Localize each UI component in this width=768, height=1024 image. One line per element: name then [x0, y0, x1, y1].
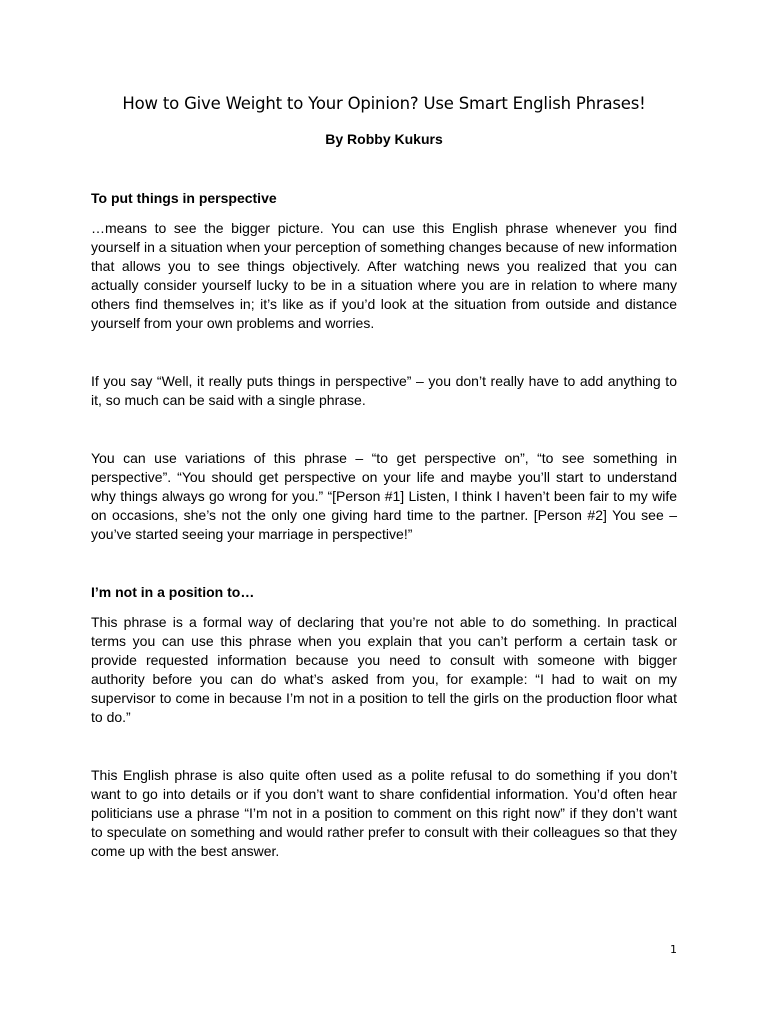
paragraph: This English phrase is also quite often used as a polite refusal to do something if you don’t want to go into details or if you don’t want to share confidential information. You’d often hear politicians use a phrase “I’m not in a position to comment on this right now” if they don’t want to speculate on something and would rather prefer to consult with their colleagues so that they come up with the best answer. — [91, 767, 677, 859]
paragraph: This phrase is a formal way of declaring that you’re not able to do something. In practical terms you can use this phrase when you explain that you can’t perform a certain task or provide requested information because you need to consult with someone with bigger authority before you can do what’s asked from you, for example: “I had to wait on my supervisor to come in because I’m not in a position to tell the girls on the production floor what to do.” — [91, 614, 677, 725]
section-heading: I’m not in a position to… — [91, 584, 255, 600]
paragraph: …means to see the bigger picture. You can use this English phrase whenever you find yourself in a situation when your perception of something changes because of new information that allows you to see things objectively. After watching news you realized that you can actually consider yourself lucky to be in a situation where you are in relation to where many others find themselves in; it’s like as if you’d look at the situation from outside and distance yourself from your own problems and worries. — [91, 220, 677, 331]
document-title: How to Give Weight to Your Opinion? Use Smart English Phrases! — [122, 94, 646, 113]
section-heading: To put things in perspective — [91, 190, 277, 206]
paragraph: If you say “Well, it really puts things in perspective” – you don’t really have to add anything to it, so much can be said with a single phrase. — [91, 373, 677, 408]
section-not-in-a-position — [91, 583, 677, 861]
section-put-things-in-perspective — [91, 189, 677, 544]
document-body — [91, 189, 677, 861]
paragraph: You can use variations of this phrase – “to get perspective on”, “to see something in perspective”. “You should get perspective on your life and maybe you’ll start to understand why things always go wrong for you.” “[Person #1] Listen, I think I haven’t been fair to my wife on occasions, she’s not the only one giving hard time to the partner. [Person #2] You see – you’ve started seeing your marriage in perspective!” — [91, 450, 677, 542]
author-byline: By Robby Kukurs — [325, 131, 443, 147]
page-number: 1 — [670, 943, 677, 956]
